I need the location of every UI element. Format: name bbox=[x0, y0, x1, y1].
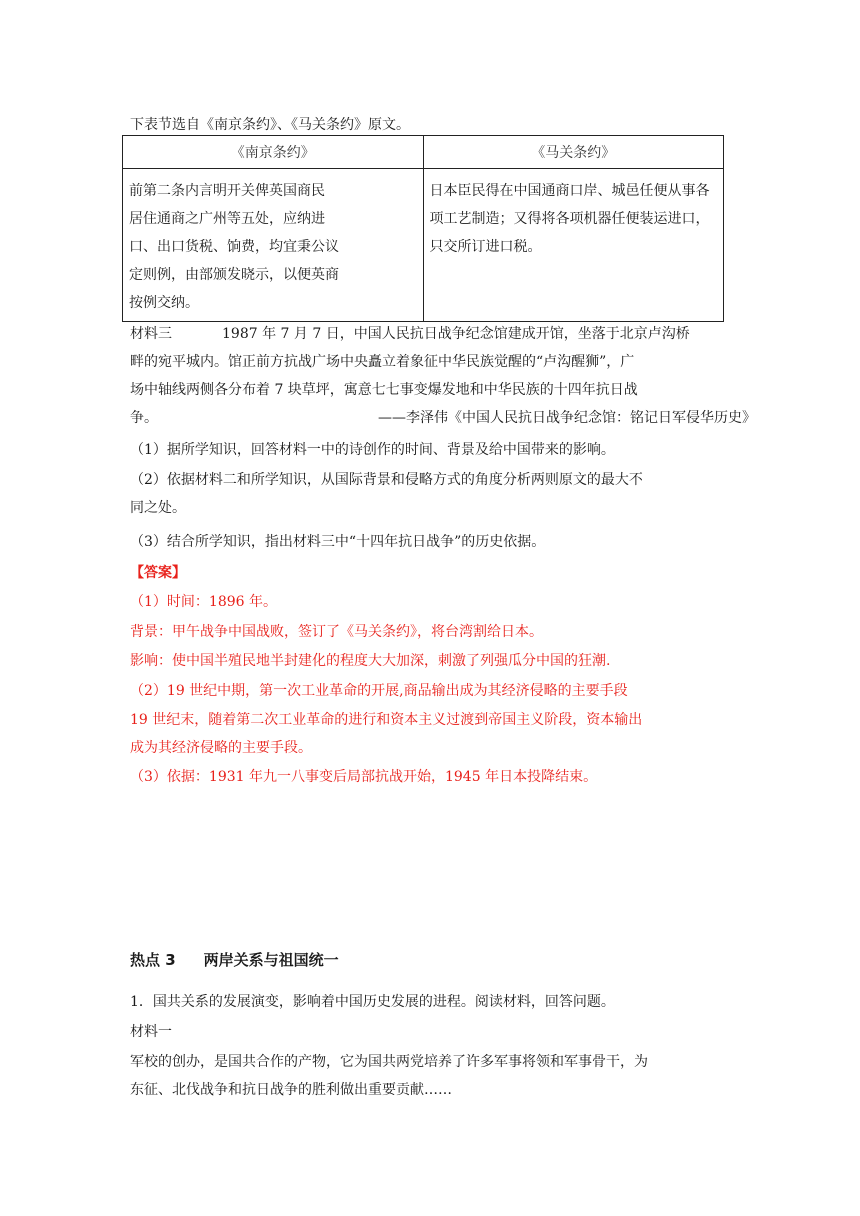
material3-label: 材料三 bbox=[130, 326, 172, 342]
table-cell-nanjing bbox=[123, 169, 424, 322]
question-stem: 1．国共关系的发展演变，影响着中国历史发展的进程。阅读材料，回答问题。 bbox=[130, 994, 615, 1010]
answer-line: 背景：甲午战争中国战败，签订了《马关条约》，将台湾割给日本。 bbox=[130, 624, 543, 640]
answer-line: 影响：使中国半殖民地半封建化的程度大大加深，刺激了列强瓜分中国的狂潮. bbox=[130, 653, 611, 669]
treaty-table bbox=[122, 135, 724, 322]
answer-line: 19 世纪末，随着第二次工业革命的进行和资本主义过渡到帝国主义阶段，资本输出 bbox=[130, 712, 643, 728]
material1-line: 军校的创办，是国共合作的产物，它为国共两党培养了许多军事将领和军事骨干，为 bbox=[130, 1054, 648, 1070]
answer-line: 成为其经济侵略的主要手段。 bbox=[130, 740, 312, 756]
answer-line: （1）时间：1896 年。 bbox=[130, 594, 277, 610]
cell-line: 只交所订进口税。 bbox=[429, 239, 542, 255]
cell-line: 按例交纳。 bbox=[129, 295, 199, 311]
cell-line: 定则例，由部颁发晓示，以便英商 bbox=[129, 267, 339, 283]
table-cell-maguan bbox=[423, 169, 724, 322]
cell-line: 前第二条内言明开关俾英国商民 bbox=[129, 183, 325, 199]
hotspot-title: 两岸关系与祖国统一 bbox=[203, 951, 339, 969]
cell-line: 口、出口货税、饷费，均宜秉公议 bbox=[129, 239, 339, 255]
answer-line: （2）19 世纪中期，第一次工业革命的开展,商品输出成为其经济侵略的主要手段 bbox=[130, 683, 628, 699]
material3-line: 场中轴线两侧各分布着 7 块草坪，寓意七七事变爆发地和中华民族的十四年抗日战 bbox=[130, 382, 638, 398]
question-line: （3）结合所学知识，指出材料三中“十四年抗日战争”的历史依据。 bbox=[130, 534, 546, 550]
cell-line: 项工艺制造；又得将各项机器任便装运进口， bbox=[429, 211, 710, 227]
material3-source: ——李泽伟《中国人民抗日战争纪念馆：铭记日军侵华历史》 bbox=[378, 410, 756, 426]
answer-label: 【答案】 bbox=[130, 565, 186, 581]
question-line: （2）依据材料二和所学知识，从国际背景和侵略方式的角度分析两则原文的最大不 bbox=[130, 472, 643, 488]
hotspot-number: 热点 3 bbox=[130, 951, 176, 969]
table-header-nanjing: 《南京条约》 bbox=[123, 136, 424, 169]
material1-label: 材料一 bbox=[130, 1024, 172, 1040]
answer-line: （3）依据：1931 年九一八事变后局部抗战开始，1945 年日本投降结束。 bbox=[130, 769, 598, 785]
material3-line: 争。 bbox=[130, 410, 158, 426]
question-line: 同之处。 bbox=[130, 500, 186, 516]
material3-text: 1987 年 7 月 7 日，中国人民抗日战争纪念馆建成开馆，坐落于北京卢沟桥 bbox=[222, 326, 690, 342]
material3-line bbox=[130, 324, 690, 344]
question-line: （1）据所学知识，回答材料一中的诗创作的时间、背景及给中国带来的影响。 bbox=[130, 442, 615, 458]
material3-line: 畔的宛平城内。馆正前方抗战广场中央矗立着象征中华民族觉醒的“卢沟醒狮”，广 bbox=[130, 354, 635, 370]
cell-line: 日本臣民得在中国通商口岸、城邑任便从事各 bbox=[429, 183, 710, 199]
table-header-maguan: 《马关条约》 bbox=[423, 136, 724, 169]
hotspot-heading bbox=[130, 949, 339, 970]
cell-line: 居住通商之广州等五处，应纳进 bbox=[129, 211, 325, 227]
table-intro: 下表节选自《南京条约》、《马关条约》原文。 bbox=[130, 117, 410, 133]
material1-line: 东征、北伐战争和抗日战争的胜利做出重要贡献…… bbox=[130, 1082, 452, 1098]
